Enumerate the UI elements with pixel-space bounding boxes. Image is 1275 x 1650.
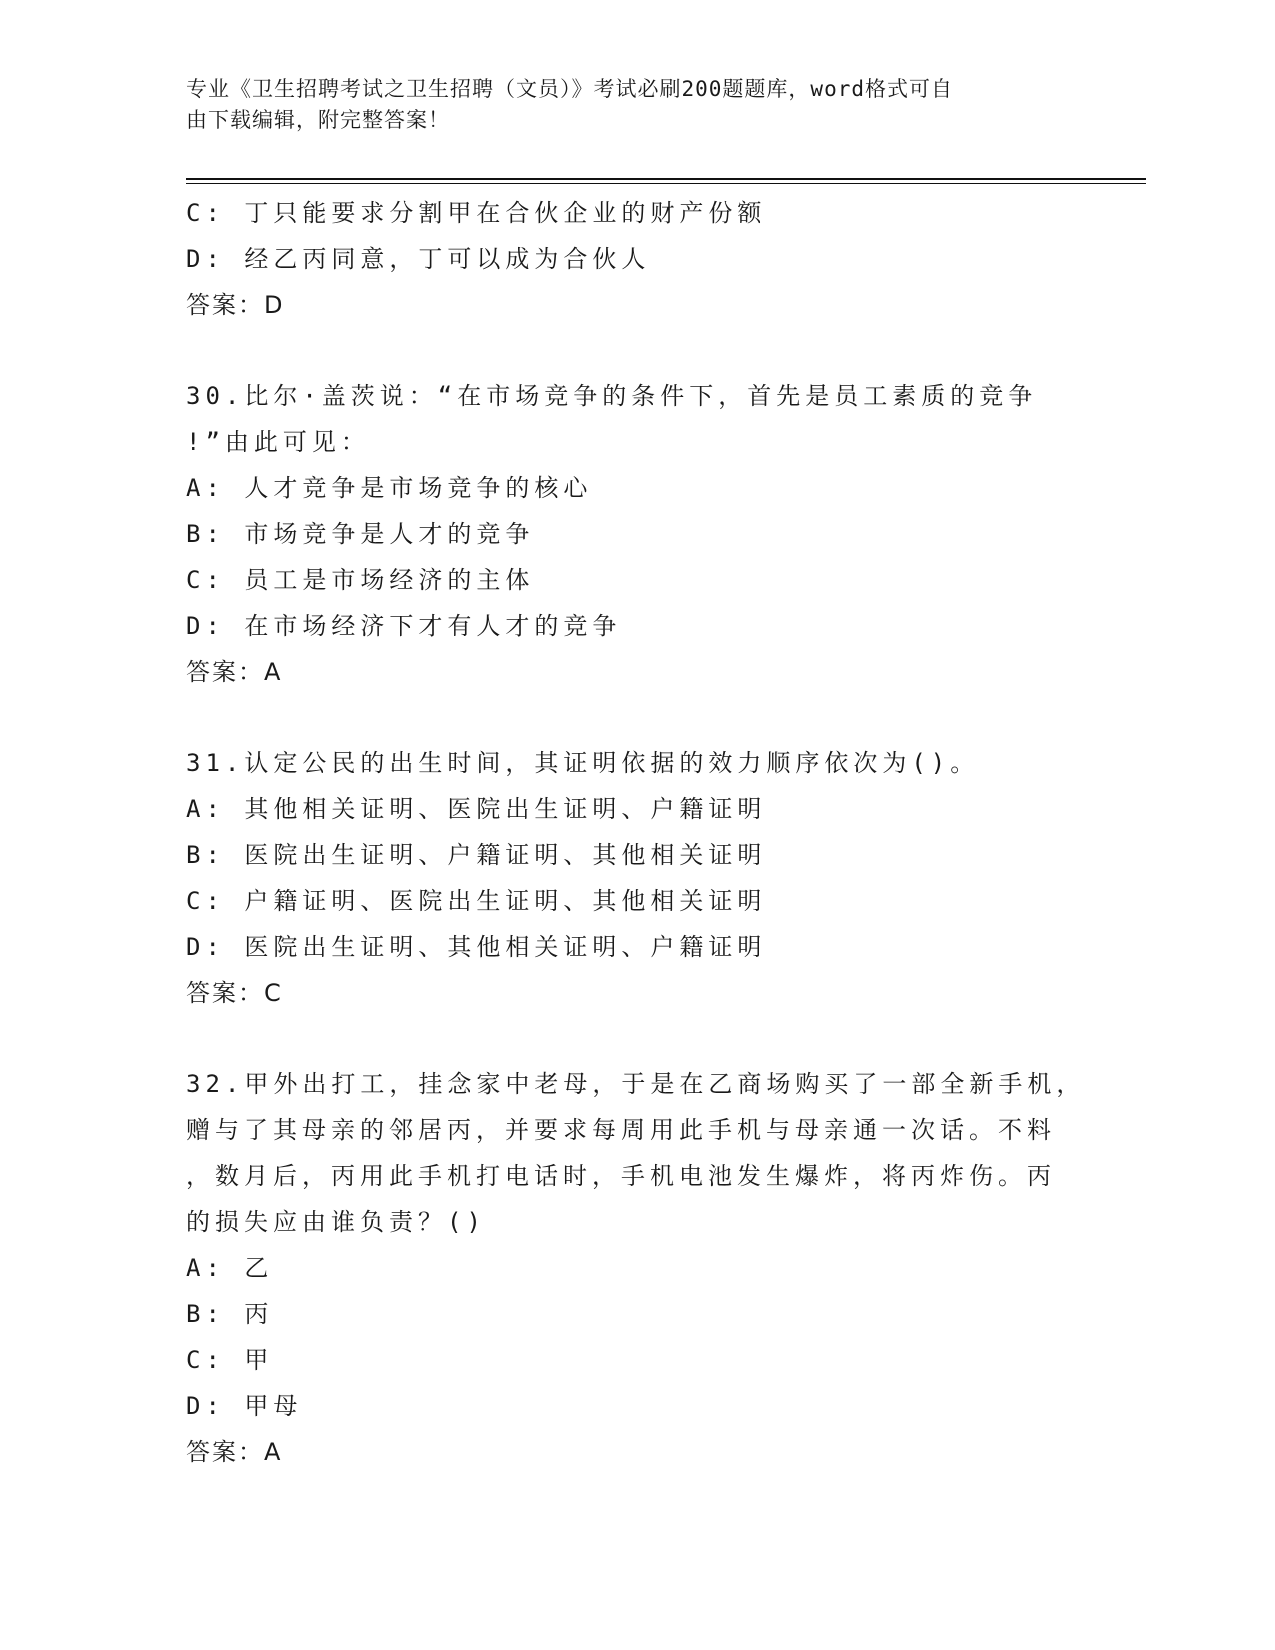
answer-line: 答案：D	[186, 291, 285, 319]
option-c: C: 户籍证明、医院出生证明、其他相关证明	[186, 887, 767, 915]
question-text: 的损失应由谁负责？()	[186, 1208, 486, 1236]
header-line-2: 由下载编辑，附完整答案！	[186, 108, 450, 132]
header-divider-thin	[186, 183, 1146, 184]
option-b: B: 市场竞争是人才的竞争	[186, 520, 535, 548]
option-d: D: 甲母	[186, 1392, 303, 1420]
question-text: ，数月后，丙用此手机打电话时，手机电池发生爆炸，将丙炸伤。丙	[186, 1162, 1056, 1190]
answer-line: 答案：A	[186, 1438, 283, 1466]
question-text: 30.比尔·盖茨说：“在市场竞争的条件下，首先是员工素质的竞争	[186, 382, 1038, 410]
question-list	[186, 190, 1086, 1475]
spacer	[186, 328, 1066, 373]
option-d: D: 经乙丙同意，丁可以成为合伙人	[186, 245, 651, 273]
option-c: C: 甲	[186, 1346, 274, 1374]
question-text: 32.甲外出打工，挂念家中老母，于是在乙商场购买了一部全新手机，	[186, 1070, 1086, 1098]
question-text: 赠与了其母亲的邻居丙，并要求每周用此手机与母亲通一次话。不料	[186, 1116, 1056, 1144]
spacer	[186, 695, 1066, 740]
spacer	[186, 1016, 1066, 1061]
option-a: A: 其他相关证明、医院出生证明、户籍证明	[186, 795, 767, 823]
option-d: D: 医院出生证明、其他相关证明、户籍证明	[186, 933, 767, 961]
question-block-30	[186, 373, 1066, 695]
question-block-31	[186, 740, 1066, 1016]
answer-line: 答案：A	[186, 658, 283, 686]
option-b: B: 医院出生证明、户籍证明、其他相关证明	[186, 841, 767, 869]
question-text: !”由此可见：	[186, 428, 370, 456]
answer-line: 答案：C	[186, 979, 283, 1007]
option-c: C: 员工是市场经济的主体	[186, 566, 535, 594]
question-text: 31.认定公民的出生时间，其证明依据的效力顺序依次为()。	[186, 749, 980, 777]
option-a: A: 乙	[186, 1254, 274, 1282]
header-line-1: 专业《卫生招聘考试之卫生招聘（文员）》考试必刷200题题库，word格式可自	[186, 77, 953, 101]
document-header	[186, 74, 1066, 136]
option-c: C: 丁只能要求分割甲在合伙企业的财产份额	[186, 199, 767, 227]
question-block-29	[186, 190, 1066, 328]
header-divider	[186, 178, 1146, 180]
question-block-32	[186, 1061, 1086, 1475]
option-b: B: 丙	[186, 1300, 274, 1328]
option-a: A: 人才竞争是市场竞争的核心	[186, 474, 593, 502]
option-d: D: 在市场经济下才有人才的竞争	[186, 612, 622, 640]
